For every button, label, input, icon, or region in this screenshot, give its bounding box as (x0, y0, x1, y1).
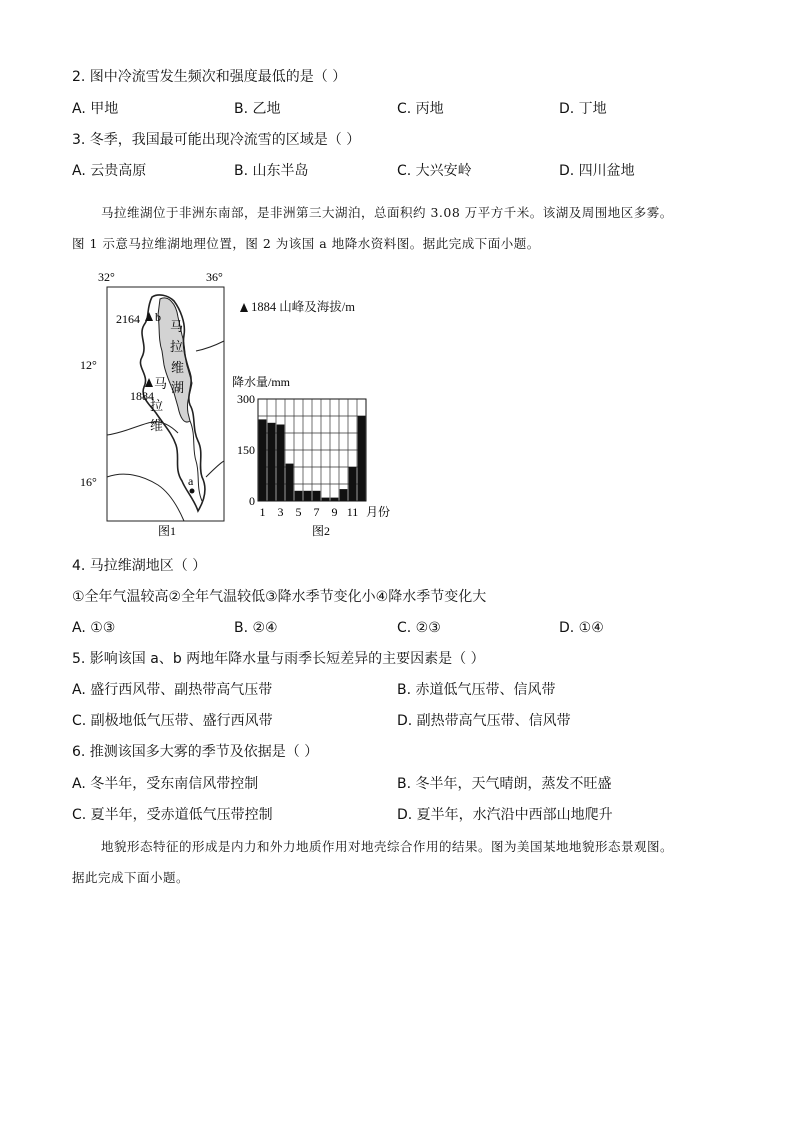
chart-ytick-label: 0 (249, 494, 255, 508)
q4-option-b: B. ②④ (234, 620, 278, 636)
q6-stem: 6. 推测该国多大雾的季节及依据是（ ） (72, 744, 319, 760)
lon-left-label: 32° (98, 270, 115, 284)
q3-option-b: B. 山东半岛 (234, 163, 309, 179)
chart-xtick-label: 11 (346, 505, 359, 519)
point-a-label: a (188, 474, 194, 488)
point-b-label: b (155, 310, 161, 324)
chart-xtick-label: 1 (259, 505, 266, 519)
figure2-precipitation-chart (228, 372, 398, 542)
lat-bottom-label: 16° (80, 475, 97, 489)
chart-bar-month-6 (304, 491, 312, 501)
q4-option-a: A. ①③ (72, 620, 116, 636)
chart-ytick-label: 300 (237, 392, 255, 406)
lake-label-char-2: 拉 (170, 339, 184, 354)
q6-option-b: B. 冬半年，天气晴朗，蒸发不旺盛 (397, 776, 612, 792)
figure1-map (78, 265, 238, 540)
passage1-line2: 图 1 示意马拉维湖地理位置，图 2 为该国 a 地降水资料图。据此完成下面小题。 (72, 236, 540, 251)
chart-bar-month-8 (322, 498, 330, 501)
map-legend (240, 297, 355, 315)
lake-label-char-3: 维 (171, 360, 185, 375)
chart-bar-month-9 (331, 498, 339, 501)
q3-option-d: D. 四川盆地 (559, 163, 635, 179)
q5-option-a: A. 盛行西风带、副热带高气压带 (72, 682, 273, 698)
figure1-caption: 图1 (158, 524, 177, 538)
q4-option-d: D. ①④ (559, 620, 604, 636)
q5-option-c: C. 副极地低气压带、盛行西风带 (72, 713, 273, 729)
q2-stem: 2. 图中冷流雪发生频次和强度最低的是（ ） (72, 69, 347, 85)
q2-option-d: D. 丁地 (559, 101, 607, 117)
chart-xtick-label: 5 (295, 505, 302, 519)
chart-xtick-label: 3 (277, 505, 284, 519)
peak-b-elevation: 2164 (116, 312, 140, 326)
q3-option-a: A. 云贵高原 (72, 163, 147, 179)
q4-stem: 4. 马拉维湖地区（ ） (72, 558, 207, 574)
q5-stem: 5. 影响该国 a、b 两地年降水量与雨季长短差异的主要因素是（ ） (72, 651, 485, 667)
chart-bar-month-5 (295, 491, 303, 501)
passage1-line1: 马拉维湖位于非洲东南部，是非洲第三大湖泊，总面积约 3.08 万平方千米。该湖及周围地区多雾。 (101, 205, 673, 220)
peak-mid-elevation: 1884 (130, 389, 154, 403)
chart-bar-month-7 (313, 491, 321, 501)
q6-option-c: C. 夏半年，受赤道低气压带控制 (72, 807, 273, 823)
q5-option-b: B. 赤道低气压带、信风带 (397, 682, 556, 698)
chart-xtick-label: 7 (313, 505, 320, 519)
q5-option-d: D. 副热带高气压带、信风带 (397, 713, 571, 729)
chart-bar-month-12 (358, 416, 366, 501)
q6-option-a: A. 冬半年，受东南信风带控制 (72, 776, 259, 792)
q2-option-a: A. 甲地 (72, 101, 119, 117)
lon-right-label: 36° (206, 270, 223, 284)
chart-xtick-label: 9 (331, 505, 338, 519)
chart-xlabel: 月份 (366, 505, 391, 519)
q4-option-c: C. ②③ (397, 620, 441, 636)
chart-ylabel: 降水量/mm (232, 375, 291, 389)
legend-peak-triangle-icon (240, 303, 248, 312)
country-label-char-2: 拉 (150, 398, 164, 413)
q3-stem: 3. 冬季，我国最可能出现冷流雪的区域是（ ） (72, 132, 361, 148)
lake-label-char-1: 马 (170, 319, 184, 334)
q4-statements: ①全年气温较高②全年气温较低③降水季节变化小④降水季节变化大 (72, 589, 487, 605)
passage2-line1: 地貌形态特征的形成是内力和外力地质作用对地壳综合作用的结果。图为美国某地地貌形态景观图。 (101, 839, 674, 854)
q6-option-d: D. 夏半年，水汽沿中西部山地爬升 (397, 807, 613, 823)
passage2-line2: 据此完成下面小题。 (72, 870, 190, 885)
chart-bar-month-4 (286, 464, 294, 501)
chart-bar-month-2 (268, 423, 276, 501)
chart-ytick-label: 150 (237, 443, 255, 457)
chart-bar-month-11 (349, 467, 357, 501)
figure2-caption: 图2 (312, 524, 331, 538)
lat-top-label: 12° (80, 358, 97, 372)
q3-option-c: C. 大兴安岭 (397, 163, 472, 179)
legend-text: 1884 山峰及海拔/m (251, 300, 355, 314)
chart-bar-month-1 (259, 419, 267, 501)
q2-option-b: B. 乙地 (234, 101, 281, 117)
q2-option-c: C. 丙地 (397, 101, 444, 117)
point-a-dot (190, 489, 195, 494)
country-label-char-1: 马 (154, 376, 168, 391)
lake-label-char-4: 湖 (171, 380, 185, 395)
country-label-char-3: 维 (150, 418, 164, 433)
chart-bar-month-3 (277, 425, 285, 502)
chart-bar-month-10 (340, 489, 348, 501)
